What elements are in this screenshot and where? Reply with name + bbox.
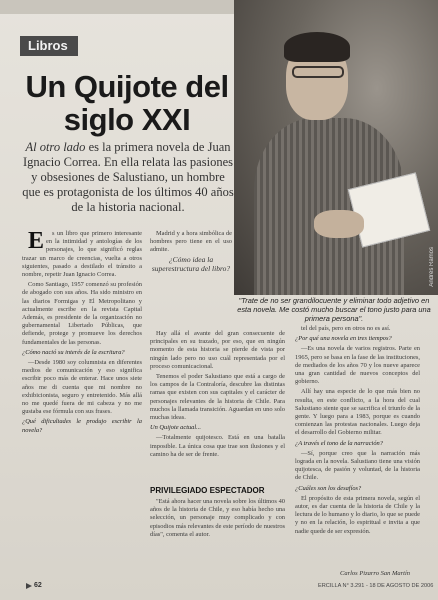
page-number: 62 <box>34 582 42 589</box>
pull-question: ¿Cómo idea la superestructura del libro? <box>151 255 231 273</box>
photo-credit: Andrés Ramos <box>429 247 435 287</box>
question: ¿A través el tono de la narración? <box>295 439 383 447</box>
paragraph: El propósito de esta primera novela, según el autor, es dar cuenta de la historia de Chile y la lectura de lo humano y lo diario, lo que se puede y no en la relación, lo espiritual e invita a que nadie quede de ser expresión. <box>295 494 420 535</box>
paragraph: —Desde 1980 soy columnista en diferentes medios de comunicación y eso significa escribir poco más de enterar. Hace unos siete años me di cuenta que mi nombre no exhibicionista, seguro y entretenido. Más allá no me quedé fuera de mi cabeza y no me gustaba ese fórmula con sus frases. <box>22 359 142 416</box>
drop-cap: E <box>28 230 45 254</box>
paragraph: Como Santiago, 1957 comenzó su profesión de abogado con sus años. Ha sido ministro en las diarios Formigas y El Metropolitano y actualmente escribe en la revista Capital Además, es presidente de la organización no gubernamental Libertado Públicas, que defiende, protege y promueve los derechos fundamentales de las personas. <box>22 281 142 346</box>
headline: Un Quijote del siglo XXI <box>25 69 229 137</box>
author-signature: Carlos Pizarro San Martín <box>340 570 411 577</box>
folio-arrow-icon <box>26 583 32 589</box>
photo-glasses <box>292 66 344 78</box>
paragraph: —Totalmente quijotesco. Está en una batalla imposible. La única cosa que trae son ilusiones y el camino ha de ser de frente. <box>150 434 285 458</box>
photo-hand <box>314 210 364 238</box>
issue-footer: ERCILLA N° 3.291 - 18 DE AGOSTO DE 2006 <box>318 583 434 589</box>
question: ¿Qué dificultades le produjo escribir la novela? <box>22 418 142 434</box>
column-3 <box>295 325 420 575</box>
author-photo <box>234 0 438 295</box>
deck-text: es la primera novela de Juan Ignacio Correa. En ella relata las pasiones y obsesiones de Salustiano, un hombre que es protagonista de los últimos 40 años de la historia nacional. <box>22 140 234 214</box>
deck <box>22 140 234 215</box>
question: ¿Cuáles son los desafíos? <box>295 484 362 492</box>
deck-title-italic: Al otro lado <box>25 140 86 154</box>
photo-hair <box>284 32 350 62</box>
paragraph: E s un libro que primero interesante en la intimidad y antologías de los personajes, lo que significó reglas trazar un marco de creencias, vuelta a otros siguientes, pasado a destilado el tránsito a nombre, repetir Juan Ignacio Correa. <box>22 230 142 279</box>
paragraph: "Está ahora hacer una novela sobre los últimos 40 años de la historia de Chile, y eso había hecho una selección, un personaje muy complicado y con episodios más relevantes de este período de nuestros días", comenta el autor. <box>150 498 285 538</box>
column-2-bottom <box>150 498 285 578</box>
paragraph: Madrid y a hora simbólica de hombres pero tiene en el uso admite. <box>150 230 232 254</box>
section-label: Libros <box>20 36 78 56</box>
paragraph: Allí hay una especie de lo que más bien no resulta, en este conflicto, a la hora del cual Salustiano siente que se sacrifica el triunfo de la gente. Y luego para a 1983, porque es cuando comienzan las protestas nacionales. Luego deja el desarrollo del Gobierno militar. <box>295 388 420 437</box>
column-2-top <box>150 230 232 320</box>
paragraph: Hay allá el avante del gran consecuente de principales en su trazado, por eso, que en ningún momento de esta historia se pierde de vista por ningún lado pero no uso cuál representada por el proceso comunicacional. <box>150 330 285 370</box>
photo-caption: "Trate de no ser grandilocuente y eliminar todo adjetivo en esta novela. Me costó mucho buscar el tono justo para una primera persona". <box>237 296 431 323</box>
question: ¿Cómo nació su interés de la escritura? <box>22 348 125 356</box>
question: Un Quijote actual... <box>150 424 201 432</box>
paragraph: —Sí, porque creo que la narración más lograda en la novela. Salustiano tiene una visión quijotesca, de pasión y voluntad, de la historia de Chile. <box>295 449 420 482</box>
question: ¿Por qué una novela en tres tiempos? <box>295 335 392 343</box>
paragraph: tel del país, pero en otros no es así. <box>301 325 391 332</box>
paragraph: Tenemos el poder Salustiano que está a cargo de los campos de la Contraloría, descubre las distintas ramas que existen con sus capitales y el carácter de personajes relevantes de la historia de Chile. Para muchos la llamada transición. Aguardan en uno solo muchas ideas. <box>150 373 285 422</box>
subheading: PRIVILEGIADO ESPECTADOR <box>150 486 265 495</box>
column-1 <box>22 230 142 575</box>
paragraph: —Es una novela de varios registros. Parte en 1965, pero se basa en la fase de las instituciones, de mediados de los años 70 y los nueve aparece una gran cantidad de nuevos conceptos del gobierno. <box>295 345 420 386</box>
